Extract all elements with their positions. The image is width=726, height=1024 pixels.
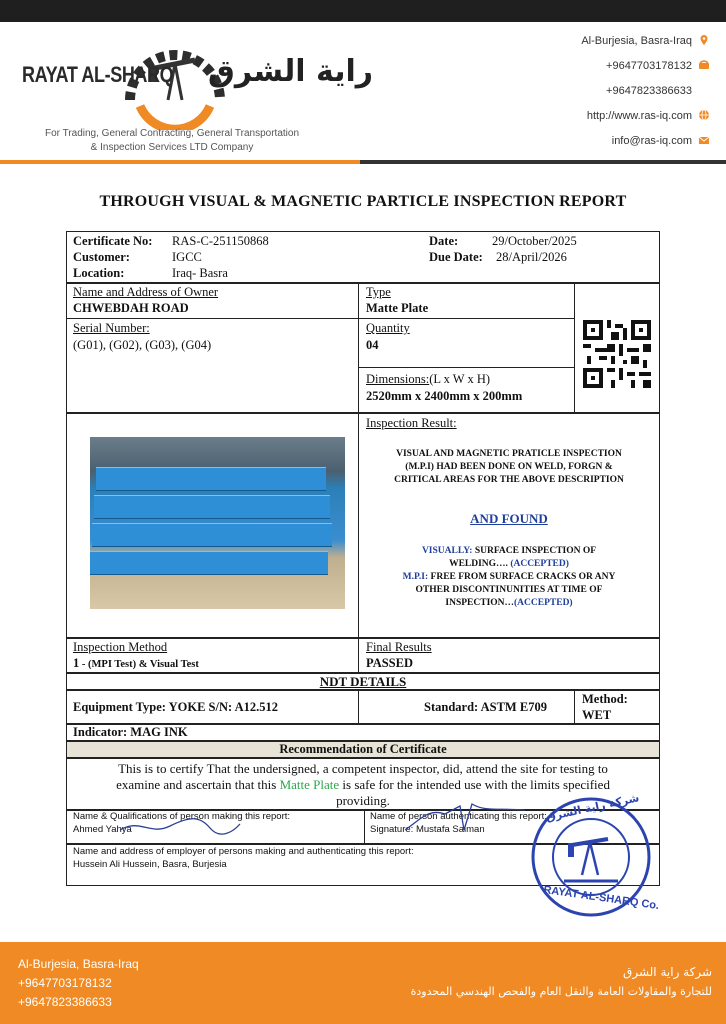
method-line xyxy=(73,656,199,671)
recommendation-title: Recommendation of Certificate xyxy=(279,742,447,756)
result-text: (M.P.I) HAD BEEN DONE ON WELD, FORGN & xyxy=(405,462,613,472)
contact-phone-1 xyxy=(581,57,710,82)
certificate-number: RAS-C-251150868 xyxy=(172,234,269,248)
visually-text: WELDING…. xyxy=(449,559,508,569)
letterhead xyxy=(0,22,726,162)
footer-address: Al-Burjesia, Basra-Iraq xyxy=(18,957,139,971)
photo-plate xyxy=(90,551,328,575)
footer-services-ar: للتجارة والمقاولات العامة والنقل العام والفحص الهندسي المحدودة xyxy=(410,985,712,998)
final-label: Final Results xyxy=(366,640,432,654)
report-title: THROUGH VISUAL & MAGNETIC PARTICLE INSPECTION REPORT xyxy=(99,193,627,210)
top-bar xyxy=(0,0,726,22)
recommendation-text: This is to certify That the undersigned, a competent inspector, did, attend the site for testing to xyxy=(118,761,608,776)
grid-divider xyxy=(574,690,575,724)
dimensions-label-line xyxy=(366,372,490,387)
owner-value: CHWEBDAH ROAD xyxy=(73,301,189,315)
mpi-label: M.P.I: xyxy=(402,572,429,582)
mpi-text: FREE FROM SURFACE CRACKS OR ANY xyxy=(430,572,616,582)
rec-text: examine and ascertain that this xyxy=(116,777,280,792)
web-icon xyxy=(698,109,710,121)
date-label: Date: xyxy=(429,234,459,248)
mpi-line xyxy=(360,572,658,582)
dimensions-label: Dimensions: xyxy=(366,372,430,386)
dimensions-hint: (L x W x H) xyxy=(429,372,491,386)
photo-plate xyxy=(94,495,330,519)
employer-value: Hussein Ali Hussein, Basra, Burjesia xyxy=(73,859,227,870)
indicator: Indicator: MAG INK xyxy=(73,725,188,739)
visually-line-2 xyxy=(360,559,658,569)
contact-phone-2 xyxy=(581,82,710,107)
footer-phone: +9647823386633 xyxy=(18,995,112,1009)
mail-icon xyxy=(698,134,710,146)
inspection-photo xyxy=(90,437,345,609)
result-text: VISUAL AND MAGNETIC PRATICLE INSPECTION xyxy=(396,449,622,459)
recommendation-text-2 xyxy=(66,777,660,793)
dimensions-value: 2520mm x 2400mm x 200mm xyxy=(366,389,523,403)
method-ndt-value: WET xyxy=(582,708,612,722)
location-icon xyxy=(698,34,710,46)
certificate-label: Certificate No: xyxy=(73,234,153,248)
signature-auth-icon xyxy=(400,800,530,836)
date-value: 29/October/2025 xyxy=(492,234,577,248)
website-link[interactable]: http://www.ras-iq.com xyxy=(586,110,692,122)
grid-divider xyxy=(358,283,359,413)
accepted-label: (ACCEPTED) xyxy=(510,559,569,569)
tagline-line: & Inspection Services LTD Company xyxy=(90,142,254,153)
grid-divider xyxy=(358,413,359,638)
accepted-label: (ACCEPTED) xyxy=(514,598,573,608)
contact-text: +9647823386633 xyxy=(606,85,692,97)
rec-item: Matte Plate xyxy=(279,777,340,792)
due-date-label: Due Date: xyxy=(429,250,483,264)
footer-bar xyxy=(0,942,726,1024)
auth-name: Mustafa Salman xyxy=(415,824,485,835)
quantity-label: Quantity xyxy=(366,321,410,335)
signature-maker-icon xyxy=(115,812,245,838)
contact-text: Al-Burjesia, Basra-Iraq xyxy=(581,35,692,47)
mpi-text: OTHER DISCONTINUNITIES AT TIME OF xyxy=(415,585,603,595)
qr-code-icon[interactable] xyxy=(583,320,651,388)
grid-divider xyxy=(574,283,575,413)
contact-text: +9647703178132 xyxy=(606,60,692,72)
recommendation-text: providing. xyxy=(336,793,390,808)
employer-label: Name and address of employer of persons making and authenticating this report: xyxy=(73,846,414,857)
company-tagline xyxy=(22,127,322,155)
stamp-arabic: شركة راية الشرق xyxy=(544,791,641,824)
type-label: Type xyxy=(366,285,391,299)
equipment-type: Equipment Type: YOKE S/N: A12.512 xyxy=(73,700,279,714)
contact-mail[interactable] xyxy=(581,132,710,157)
grid-divider xyxy=(358,318,574,319)
ndt-title: NDT DETAILS xyxy=(319,674,407,689)
method-value: - (MPI Test) & Visual Test xyxy=(79,659,199,670)
serial-label: Serial Number: xyxy=(73,321,150,335)
due-date-value: 28/April/2026 xyxy=(496,250,567,264)
result-text: CRITICAL AREAS FOR THE ABOVE DESCRIPTION xyxy=(394,475,624,485)
location-value: Iraq- Basra xyxy=(172,266,228,280)
signature-label: Signature: xyxy=(370,824,414,835)
stamp-english: RAYAT AL-SHARQ Co. xyxy=(542,883,660,913)
footer-arabic xyxy=(411,962,712,1002)
mpi-text: INSPECTION… xyxy=(445,598,515,608)
grid-divider xyxy=(364,810,365,844)
rec-text: is safe for the intended use with the limits specified xyxy=(339,777,610,792)
standard: Standard: ASTM E709 xyxy=(424,700,547,714)
method-ndt-label: Method: xyxy=(582,692,628,706)
grid-divider xyxy=(358,367,574,368)
maker-label: Name & Qualifications of person making this report: xyxy=(73,811,291,822)
header-divider xyxy=(0,160,726,164)
final-value: PASSED xyxy=(366,656,414,670)
location-label: Location: xyxy=(73,266,125,280)
quantity-value: 04 xyxy=(366,338,379,352)
photo-plate xyxy=(92,523,332,547)
email-link[interactable]: info@ras-iq.com xyxy=(611,135,692,147)
logo-english: RAYAT AL-SHARQ xyxy=(22,62,174,87)
visually-line xyxy=(360,546,658,556)
contact-web[interactable] xyxy=(581,107,710,132)
maker-name: Ahmed Yahya xyxy=(73,824,132,835)
grid-divider xyxy=(66,318,358,319)
logo-arabic: راية الشرق xyxy=(208,54,374,89)
method-number: 1 xyxy=(73,656,80,670)
footer-contacts xyxy=(18,955,139,1012)
owner-label: Name and Address of Owner xyxy=(73,285,219,299)
photo-plate xyxy=(96,467,326,491)
tagline-line: For Trading, General Contracting, General Transportation xyxy=(44,128,300,139)
visually-label: VISUALLY: xyxy=(421,546,473,556)
grid-divider xyxy=(358,690,359,724)
serial-value: (G01), (G02), (G03), (G04) xyxy=(73,338,212,352)
contact-address xyxy=(581,32,710,57)
phone-icon xyxy=(698,59,710,71)
and-found-heading: AND FOUND xyxy=(470,511,548,526)
footer-phone: +9647703178132 xyxy=(18,976,112,990)
type-value: Matte Plate xyxy=(366,301,429,315)
grid-divider xyxy=(358,638,359,673)
method-label: Inspection Method xyxy=(73,640,168,654)
footer-company-ar: شركة راية الشرق xyxy=(623,965,712,979)
contact-list xyxy=(581,32,710,157)
mpi-line-3 xyxy=(360,598,658,608)
customer-value: IGCC xyxy=(172,250,202,264)
result-label: Inspection Result: xyxy=(366,416,457,430)
auth-label: Name of person authenticating this report: xyxy=(370,811,547,822)
customer-label: Customer: xyxy=(73,250,130,264)
visually-text: SURFACE INSPECTION OF xyxy=(474,546,597,556)
